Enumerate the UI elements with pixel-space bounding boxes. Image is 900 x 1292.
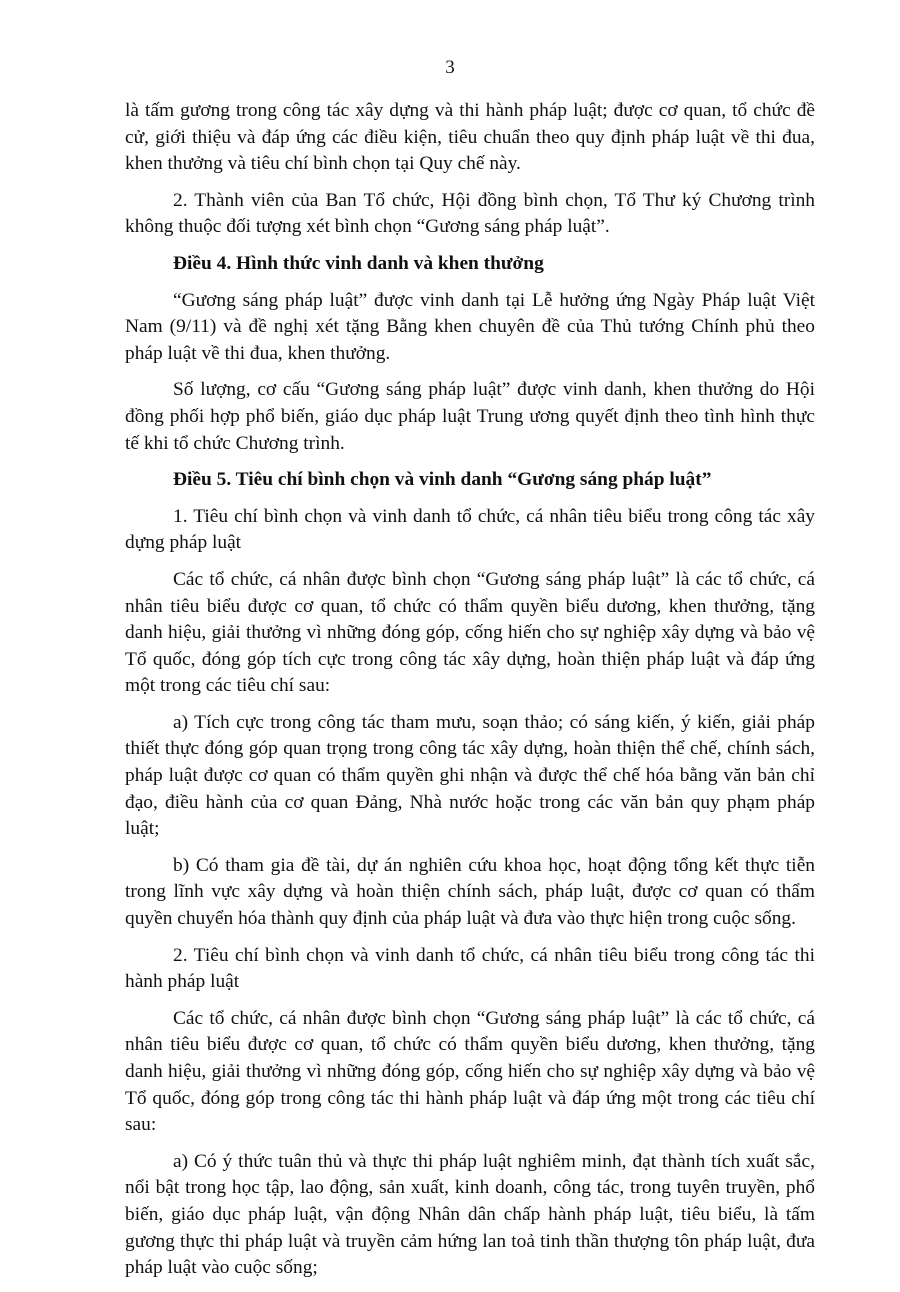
- document-body: [125, 98, 815, 1292]
- paragraph-clause-2: 2. Thành viên của Ban Tổ chức, Hội đồng bình chọn, Tổ Thư ký Chương trình không thuộc đối tượng xét bình chọn “Gương sáng pháp luật”.: [125, 189, 815, 238]
- article-5-heading: Điều 5. Tiêu chí bình chọn và vinh danh “Gương sáng pháp luật”: [173, 469, 712, 491]
- paragraph-continuation: là tấm gương trong công tác xây dựng và thi hành pháp luật; được cơ quan, tổ chức đề cử, giới thiệu và đáp ứng các điều kiện, tiêu chuẩn theo quy định pháp luật về thi đua, khen thưởng và tiêu chí bình chọn tại Quy chế này.: [125, 100, 815, 175]
- paragraph-criteria-1-intro: Các tổ chức, cá nhân được bình chọn “Gương sáng pháp luật” là các tổ chức, cá nhân tiêu biểu được cơ quan, tổ chức có thẩm quyền biểu dương, khen thưởng, tặng danh hiệu, giải thưởng vì những đóng góp, cống hiến cho sự nghiệp xây dựng và bảo vệ Tổ quốc, đóng góp tích cực trong công tác xây dựng, hoàn thiện pháp luật và đáp ứng một trong các tiêu chí sau:: [125, 568, 815, 697]
- paragraph-honoring-form: “Gương sáng pháp luật” được vinh danh tại Lễ hưởng ứng Ngày Pháp luật Việt Nam (9/11) và đề nghị xét tặng Bằng khen chuyên đề của Thủ tướng Chính phủ theo pháp luật về thi đua, khen thưởng.: [125, 289, 815, 364]
- paragraph-quantity-structure: Số lượng, cơ cấu “Gương sáng pháp luật” được vinh danh, khen thưởng do Hội đồng phối hợp phổ biến, giáo dục pháp luật Trung ương quyết định theo tình hình thực tế khi tổ chức Chương trình.: [125, 379, 815, 454]
- paragraph-criteria-2-intro: Các tổ chức, cá nhân được bình chọn “Gương sáng pháp luật” là các tổ chức, cá nhân tiêu biểu được cơ quan, tổ chức có thẩm quyền biểu dương, khen thưởng, tặng danh hiệu, giải thưởng vì những đóng góp, cống hiến cho sự nghiệp xây dựng và bảo vệ Tổ quốc, đóng góp trong công tác thi hành pháp luật và đáp ứng một trong các tiêu chí sau:: [125, 1007, 815, 1136]
- article-4-heading: Điều 4. Hình thức vinh danh và khen thưởng: [173, 252, 544, 274]
- paragraph-criteria-1-title: 1. Tiêu chí bình chọn và vinh danh tổ chức, cá nhân tiêu biểu trong công tác xây dựng pháp luật: [125, 505, 815, 554]
- paragraph-criteria-1-b: b) Có tham gia đề tài, dự án nghiên cứu khoa học, hoạt động tổng kết thực tiễn trong lĩnh vực xây dựng và hoàn thiện chính sách, pháp luật, được cơ quan có thẩm quyền chuyển hóa thành quy định của pháp luật và đưa vào thực hiện trong cuộc sống.: [125, 854, 815, 930]
- paragraph-criteria-2-a: a) Có ý thức tuân thủ và thực thi pháp luật nghiêm minh, đạt thành tích xuất sắc, nổi bật trong học tập, lao động, sản xuất, kinh doanh, công tác, trong tuyên truyền, phổ biến, giáo dục pháp luật, vận động Nhân dân chấp hành pháp luật, tiêu biểu, là tấm gương thực thi pháp luật và truyền cảm hứng lan toả tinh thần thượng tôn pháp luật, đưa pháp luật vào cuộc sống;: [125, 1150, 815, 1279]
- paragraph-criteria-1-a: a) Tích cực trong công tác tham mưu, soạn thảo; có sáng kiến, ý kiến, giải pháp thiết thực đóng góp quan trọng trong công tác xây dựng, hoàn thiện thể chế, chính sách, pháp luật được cơ quan có thẩm quyền ghi nhận và được thể chế hóa bằng văn bản chỉ đạo, điều hành của cơ quan Đảng, Nhà nước hoặc trong các văn bản quy phạm pháp luật;: [125, 711, 815, 840]
- page-number: 3: [445, 57, 455, 78]
- paragraph-criteria-2-title: 2. Tiêu chí bình chọn và vinh danh tổ chức, cá nhân tiêu biểu trong công tác thi hành pháp luật: [125, 944, 815, 993]
